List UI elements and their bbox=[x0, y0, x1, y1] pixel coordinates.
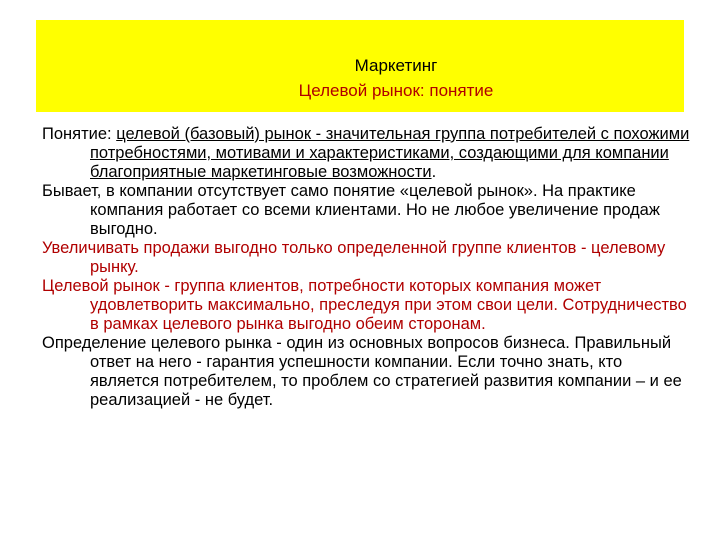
paragraph-sales: Увеличивать продажи выгодно только определенной группе клиентов - целевому рынку. bbox=[42, 239, 666, 276]
slide-subtitle: Целевой рынок: понятие bbox=[298, 81, 494, 100]
slide-body bbox=[42, 125, 692, 410]
paragraph-definition bbox=[42, 125, 692, 182]
paragraph-target-market: Целевой рынок - группа клиентов, потребности которых компания может удовлетворить максимально, преследуя при этом свои цели. Сотрудничество в рамках целевого рынка выгодно обеим сторонам. bbox=[42, 277, 687, 333]
definition-end: . bbox=[431, 163, 437, 181]
definition-text: целевой (базовый) рынок - значительная группа потребителей с похожими потребностями, мотивами и характеристиками, создающими для компании благоприятные маркетинговые возможности bbox=[90, 125, 690, 181]
paragraph-importance: Определение целевого рынка - один из основных вопросов бизнеса. Правильный ответ на него - гарантия успешности компании. Если точно знать, кто является потребителем, то проблем со стратегией развития компании – и ее реализацией - не будет. bbox=[42, 334, 682, 409]
definition-label: Понятие: bbox=[42, 125, 117, 143]
slide-title: Маркетинг bbox=[354, 56, 438, 75]
slide-header bbox=[36, 20, 684, 112]
paragraph-practice: Бывает, в компании отсутствует само понятие «целевой рынок». На практике компания работает со всеми клиентами. Но не любое увеличение продаж выгодно. bbox=[42, 182, 660, 238]
